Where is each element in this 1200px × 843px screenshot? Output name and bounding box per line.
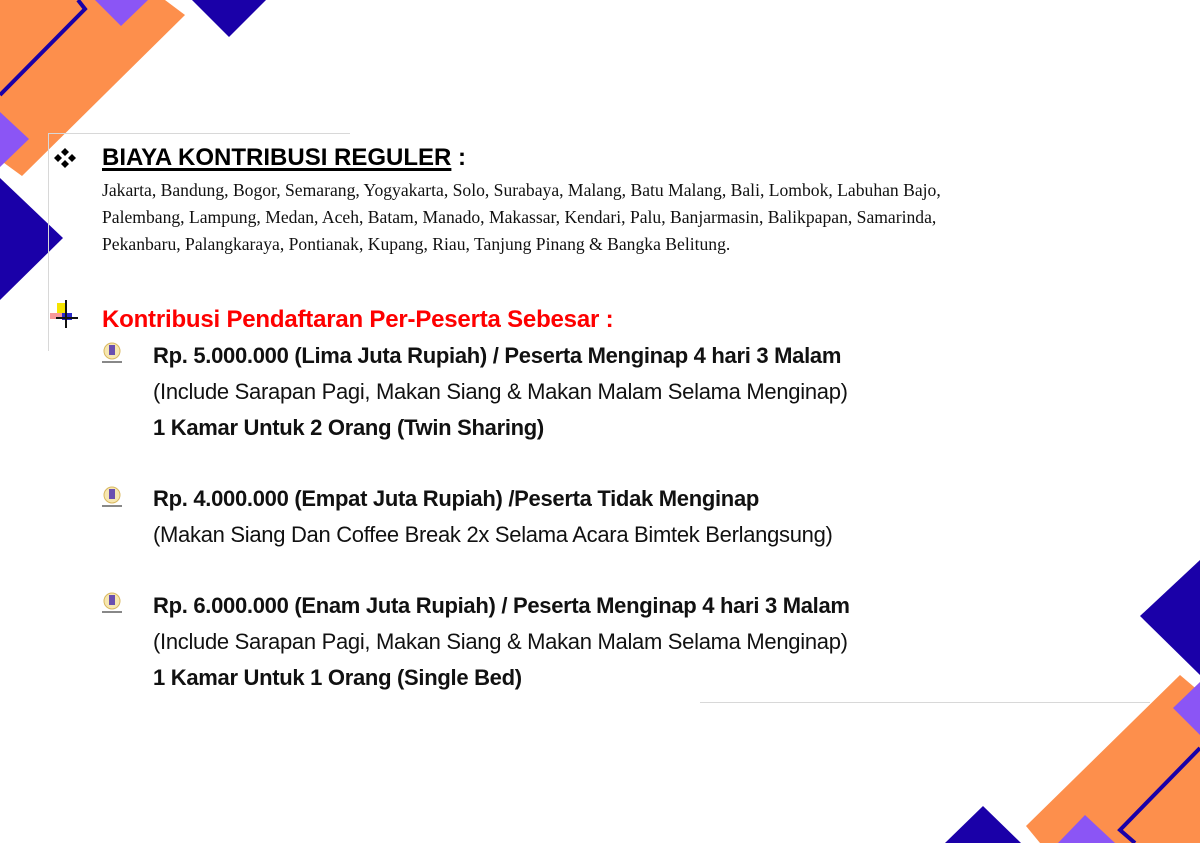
indigo-triangle-bottom xyxy=(945,806,1021,843)
price-item-3: Rp. 6.000.000 (Enam Juta Rupiah) / Peserta Menginap 4 hari 3 Malam xyxy=(153,593,850,618)
divider xyxy=(48,133,350,134)
cross-bullet-icon xyxy=(50,300,80,330)
orange-band-bottom-right xyxy=(1026,675,1200,843)
emblem-icon xyxy=(98,340,126,368)
cities-line: Pekanbaru, Palangkaraya, Pontianak, Kupang, Riau, Tanjung Pinang & Bangka Belitung. xyxy=(102,234,731,254)
cities-line: Jakarta, Bandung, Bogor, Semarang, Yogyakarta, Solo, Surabaya, Malang, Batu Malang, Bali, Lombok, Labuhan Bajo, xyxy=(102,180,941,200)
contribution-title: Kontribusi Pendaftaran Per-Peserta Sebesar : xyxy=(102,306,614,333)
divider xyxy=(700,702,1150,703)
indigo-triangle-right xyxy=(1140,560,1200,675)
price-detail-1: (Include Sarapan Pagi, Makan Siang & Makan Malam Selama Menginap) xyxy=(153,379,848,404)
price-note-1: 1 Kamar Untuk 2 Orang (Twin Sharing) xyxy=(153,415,544,440)
price-detail-3: (Include Sarapan Pagi, Makan Siang & Makan Malam Selama Menginap) xyxy=(153,629,848,654)
indigo-diamond-top xyxy=(192,0,266,37)
price-detail-2: (Makan Siang Dan Coffee Break 2x Selama Acara Bimtek Berlangsung) xyxy=(153,522,833,547)
price-item-1: Rp. 5.000.000 (Lima Juta Rupiah) / Peserta Menginap 4 hari 3 Malam xyxy=(153,343,842,368)
price-note-3: 1 Kamar Untuk 1 Orang (Single Bed) xyxy=(153,665,522,690)
divider xyxy=(48,133,49,351)
cities-line: Palembang, Lampung, Medan, Aceh, Batam, Manado, Makassar, Kendari, Palu, Banjarmasin, Balikpapan, Samarinda, xyxy=(102,207,937,227)
price-item-2: Rp. 4.000.000 (Empat Juta Rupiah) /Peserta Tidak Menginap xyxy=(153,486,760,511)
emblem-icon xyxy=(98,590,126,618)
four-diamond-bullet-icon xyxy=(54,148,76,168)
indigo-triangle-left xyxy=(0,178,63,300)
emblem-icon xyxy=(98,484,126,512)
section-title: BIAYA KONTRIBUSI REGULER : xyxy=(102,144,467,171)
